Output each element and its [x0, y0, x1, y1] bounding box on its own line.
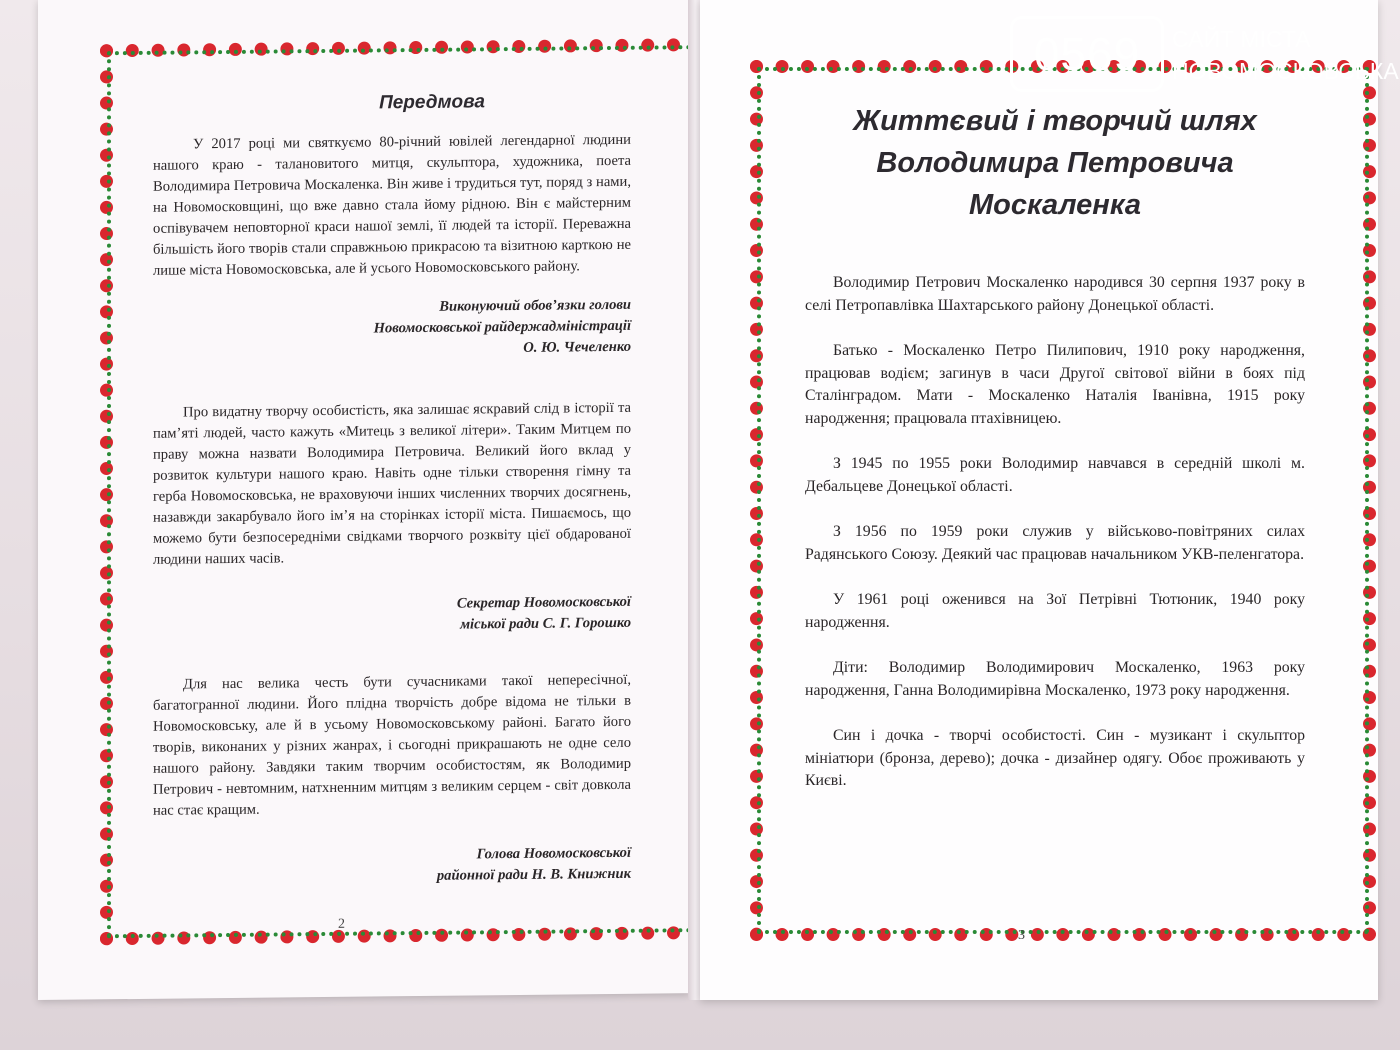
left-page	[38, 0, 690, 1000]
title-line: Москаленка	[968, 189, 1142, 221]
biography-paragraph: У 1961 році оженився на Зої Петрівні Тютюник, 1940 року народження.	[805, 591, 1305, 631]
page-number: 2	[338, 916, 345, 932]
biography-body	[805, 272, 1305, 793]
signature-block	[153, 295, 631, 363]
biography-paragraph: З 1956 по 1959 роки служив у військово-повітряних силах Радянського Союзу. Деякий час працював начальником УКВ-пеленгатора.	[805, 523, 1305, 563]
biography-paragraph: З 1945 по 1955 роки Володимир навчався в середній школі м. Дебальцеве Донецької області.	[805, 455, 1305, 495]
watermark-number: 0569	[1010, 16, 1164, 92]
site-watermark	[1000, 0, 1400, 110]
signature-line: Новомосковської райдержадміністрації	[373, 317, 631, 337]
signature-line: міської ради С. Г. Горошко	[460, 614, 631, 633]
biography-paragraph: Володимир Петрович Москаленко народився 30 серпня 1937 року в селі Петропавлівка Шахтарського району Донецької області.	[805, 274, 1305, 314]
signature-block	[153, 843, 631, 890]
signature-line: Секретар Новомосковської	[456, 593, 631, 612]
biography-paragraph: Діти: Володимир Володимирович Москаленко, 1963 року народження, Ганна Володимирівна Москаленко, 1973 року народження.	[805, 659, 1305, 699]
signature-block	[153, 592, 631, 639]
watermark-line: НОВОМОСКОВСЬКА	[1172, 58, 1399, 84]
foreword-paragraph: Для нас велика честь бути сучасниками такої непересічної, багатогранної людини. Його плідна творчість добре відома не тільки в Новомосковську, але й в усьому Новомосковському районі. Багато його творів, виконаних у різних жанрах, і сьогодні прикрашають не одне село нашого району. Завдяки таким творчим особистостям, як Володимир Петрович - невтомним, натхненним митцям з великим серцем - світ довкола нас стає кращим.	[153, 671, 631, 819]
signature-line: Виконуючий обов’язки голови	[439, 296, 631, 315]
signature-line: О. Ю. Чечеленко	[523, 338, 631, 356]
page-title: Передмова	[379, 91, 485, 114]
signature-line: Голова Новомосковської	[476, 844, 631, 863]
biography-paragraph: Син і дочка - творчі особистості. Син - музикант і скульптор мініатюри (бронза, дерево); дочка - дизайнер одягу. Обоє проживають у Києві.	[805, 727, 1305, 789]
page-number: 3	[1018, 928, 1025, 943]
watermark-line: САЙТ МІСТА	[1172, 26, 1311, 52]
biography-paragraph: Батько - Москаленко Петро Пилипович, 1910 року народження, працював водієм; загинув в часи Другої світової війни в боях під Сталінградом. Мати - Москаленко Наталія Іванівна, 1915 року народження; працювала птахівницею.	[805, 342, 1305, 427]
title-line: Життєвий і творчий шлях	[853, 105, 1257, 137]
foreword-paragraph: Про видатну творчу особистість, яка залишає яскравий слід в історії та пам’яті людей, часто кажуть «Митець з великої літери». Таким Митцем по праву можна назвати Володимира Петровича. Великий його вклад у розвиток культури нашого краю. Навіть одне тільки створення гімну та герба Новомосковська, не враховуючи інших численних творчих досягнень, назавжди закарбувало його ім’я на сторінках історії міста. Пишаємось, що можемо бути безпосередніми свідками творчого розквіту цієї обдарованої людини наших часів.	[153, 399, 631, 568]
right-page-content	[805, 100, 1305, 793]
right-page	[700, 0, 1378, 1000]
title-line: Володимира Петровича	[876, 147, 1234, 179]
left-page-content	[153, 90, 631, 890]
biography-title	[805, 100, 1305, 226]
signature-line: районної ради Н. В. Книжник	[436, 865, 631, 884]
foreword-paragraph: У 2017 році ми святкуємо 80-річний ювілей легендарної людини нашого краю - талановитого митця, скульптора, художника, поета Володимира Петровича Москаленка. Він живе і трудиться тут, поряд з нами, на Новомосковщині, що вже давно стала йому рідною. Він є майстерним оспівувачем неповторної краси нашої землі, її людей та історії. Переважна більшість його творів стали справжньою прикрасою та візитною карткою не лише міста Новомосковська, але й усього Новомосковського району.	[153, 131, 631, 279]
